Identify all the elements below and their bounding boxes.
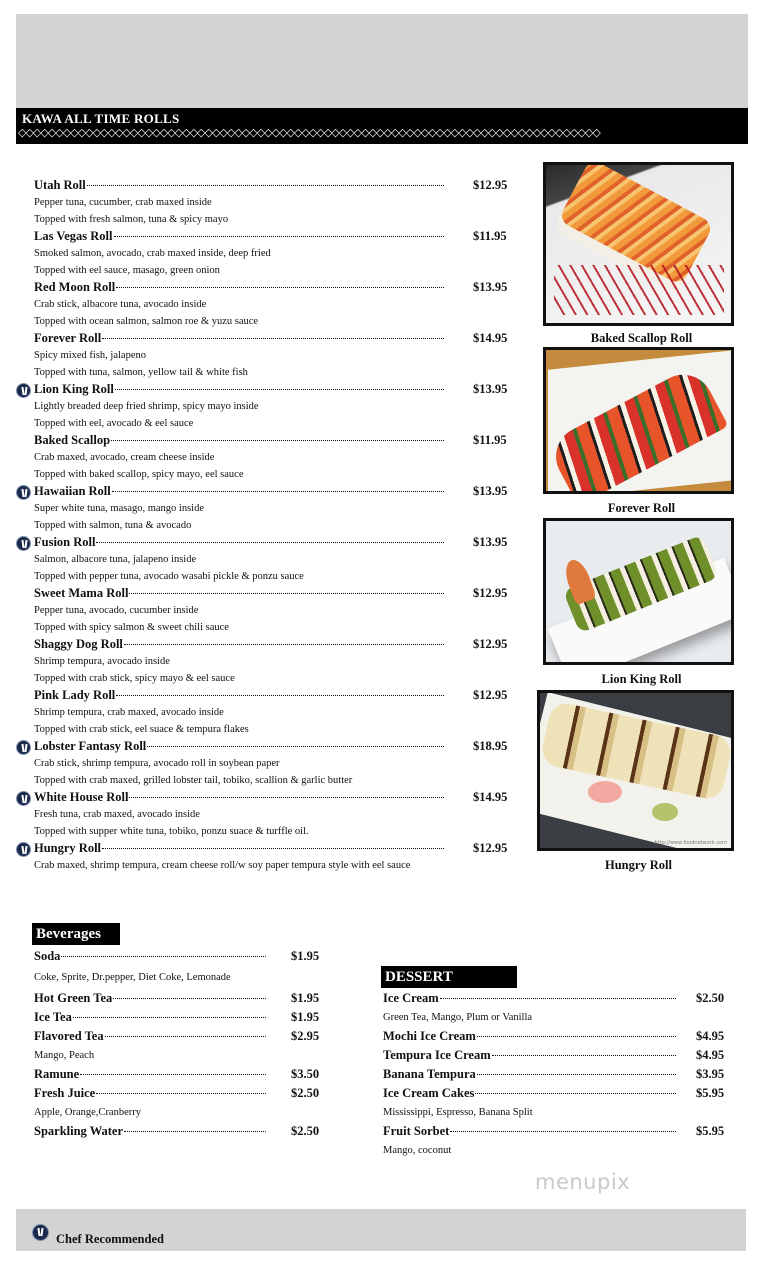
roll-item: [34, 432, 514, 483]
dot-leader: [475, 1093, 676, 1094]
dot-leader: [129, 593, 444, 594]
dot-leader: [124, 644, 444, 645]
item-price: $2.50: [696, 991, 725, 1005]
photo-credit: http://www.foodnetwork.com: [654, 840, 727, 846]
roll-description: Fresh tuna, crab maxed, avocado inside: [34, 809, 200, 820]
chef-recommended-icon: [16, 536, 31, 551]
chef-recommended-icon: [16, 383, 31, 398]
roll-price: $12.95: [473, 178, 508, 192]
item-price: $4.95: [696, 1029, 725, 1043]
dot-leader: [116, 287, 444, 288]
item-price: $1.95: [291, 991, 320, 1005]
dessert-item: [383, 1028, 736, 1045]
beverages-heading: Beverages: [32, 923, 120, 945]
item-options: Mango, Peach: [34, 1050, 95, 1061]
item-options: Mango, coconut: [383, 1145, 452, 1156]
dot-leader: [96, 1093, 266, 1094]
footer-legend-bar: [16, 1209, 746, 1251]
dot-leader: [114, 236, 444, 237]
chef-chopsticks-icon: [32, 1224, 49, 1241]
dot-leader: [477, 1074, 676, 1075]
roll-item: [34, 279, 514, 330]
dot-leader: [80, 1074, 266, 1075]
roll-price: $12.95: [473, 637, 508, 651]
roll-name: Baked Scallop: [34, 433, 111, 447]
roll-price: $14.95: [473, 790, 508, 804]
roll-description: Topped with baked scallop, spicy mayo, eel sauce: [34, 469, 244, 480]
baked-scallop-roll-photo: [543, 162, 734, 326]
dot-leader: [61, 956, 266, 957]
roll-description: Super white tuna, masago, mango inside: [34, 503, 205, 514]
beverages-item: [34, 1028, 331, 1045]
item-name: Hot Green Tea: [34, 991, 113, 1005]
section-title: KAWA ALL TIME ROLLS: [22, 111, 180, 126]
roll-description: Topped with eel sauce, masago, green onion: [34, 265, 220, 276]
diamond-border-decoration: ◇◇◇◇◇◇◇◇◇◇◇◇◇◇◇◇◇◇◇◇◇◇◇◇◇◇◇◇◇◇◇◇◇◇◇◇◇◇◇◇◇◇◇◇◇◇◇◇◇◇◇◇◇◇◇◇◇◇◇◇◇◇◇◇◇◇◇◇◇◇◇◇◇◇◇◇◇◇: [18, 126, 600, 139]
item-price: $2.50: [291, 1124, 320, 1138]
roll-price: $12.95: [473, 688, 508, 702]
roll-name: Shaggy Dog Roll: [34, 637, 123, 651]
roll-description: Spicy mixed fish, jalapeno: [34, 350, 146, 361]
roll-price: $13.95: [473, 535, 508, 549]
item-name: Tempura Ice Cream: [383, 1048, 491, 1062]
roll-name: White House Roll: [34, 790, 129, 804]
roll-name: Forever Roll: [34, 331, 102, 345]
chef-recommended-icon: [16, 791, 31, 806]
item-price: $4.95: [696, 1048, 725, 1062]
roll-name: Lion King Roll: [34, 382, 114, 396]
item-price: $1.95: [291, 949, 320, 963]
dessert-item: [383, 1066, 736, 1083]
photo-caption: Hungry Roll: [604, 858, 673, 872]
item-name: Fruit Sorbet: [383, 1124, 450, 1138]
roll-description: Pepper tuna, avocado, cucumber inside: [34, 605, 199, 616]
roll-item: [34, 177, 514, 228]
roll-description: Salmon, albacore tuna, jalapeno inside: [34, 554, 197, 565]
item-options: Green Tea, Mango, Plum or Vanilla: [383, 1012, 533, 1023]
roll-name: Las Vegas Roll: [34, 229, 113, 243]
roll-description: Crab stick, shrimp tempura, avocado roll in soybean paper: [34, 758, 280, 769]
item-options: Mississippi, Espresso, Banana Split: [383, 1107, 533, 1118]
dot-leader: [105, 1036, 266, 1037]
roll-description: Smoked salmon, avocado, crab maxed inside, deep fried: [34, 248, 271, 259]
roll-description: Crab maxed, shrimp tempura, cream cheese roll/w soy paper tempura style with eel sauce: [34, 860, 411, 871]
roll-price: $13.95: [473, 484, 508, 498]
dot-leader: [116, 695, 444, 696]
roll-name: Fusion Roll: [34, 535, 96, 549]
dessert-heading: DESSERT: [381, 966, 517, 988]
beverages-item: [34, 990, 331, 1007]
dot-leader: [113, 998, 266, 999]
dot-leader: [147, 746, 444, 747]
roll-price: $11.95: [473, 229, 507, 243]
chef-recommended-label: Chef Recommended: [56, 1232, 164, 1246]
dessert-item: [383, 1123, 736, 1140]
item-options: Coke, Sprite, Dr.pepper, Diet Coke, Lemonade: [34, 972, 231, 983]
item-name: Flavored Tea: [34, 1029, 104, 1043]
dessert-item: [383, 1085, 736, 1102]
roll-description: Topped with tuna, salmon, yellow tail & white fish: [34, 367, 248, 378]
dot-leader: [115, 389, 444, 390]
dot-leader: [450, 1131, 676, 1132]
section-header: [16, 108, 748, 144]
beverages-item: [34, 1066, 331, 1083]
dot-leader: [477, 1036, 676, 1037]
item-price: $5.95: [696, 1124, 725, 1138]
dot-leader: [492, 1055, 676, 1056]
chef-recommended-icon: [16, 842, 31, 857]
roll-price: $18.95: [473, 739, 508, 753]
dot-leader: [87, 185, 444, 186]
item-name: Fresh Juice: [34, 1086, 96, 1100]
roll-name: Sweet Mama Roll: [34, 586, 129, 600]
roll-price: $12.95: [473, 841, 508, 855]
roll-item: [34, 636, 514, 687]
roll-description: Topped with supper white tuna, tobiko, ponzu suace & turffle oil.: [34, 826, 309, 837]
chef-recommended-icon: [16, 740, 31, 755]
item-price: $2.95: [291, 1029, 320, 1043]
roll-item: [34, 687, 514, 738]
roll-name: Pink Lady Roll: [34, 688, 116, 702]
roll-price: $12.95: [473, 586, 508, 600]
roll-item: [34, 330, 514, 381]
dot-leader: [112, 491, 444, 492]
roll-price: $11.95: [473, 433, 507, 447]
roll-description: Pepper tuna, cucumber, crab maxed inside: [34, 197, 212, 208]
roll-description: Topped with crab stick, spicy mayo & eel sauce: [34, 673, 235, 684]
item-price: $3.95: [696, 1067, 725, 1081]
roll-item: [34, 381, 514, 432]
item-name: Banana Tempura: [383, 1067, 476, 1081]
lion-king-roll-photo: [543, 518, 734, 665]
roll-description: Topped with spicy salmon & sweet chili sauce: [34, 622, 229, 633]
forever-roll-photo: [543, 347, 734, 494]
roll-description: Shrimp tempura, crab maxed, avocado inside: [34, 707, 224, 718]
item-name: Soda: [34, 949, 61, 963]
item-options: Apple, Orange,Cranberry: [34, 1107, 141, 1118]
item-name: Ice Cream: [383, 991, 439, 1005]
item-name: Ice Tea: [34, 1010, 72, 1024]
roll-item: [34, 738, 514, 789]
item-price: $5.95: [696, 1086, 725, 1100]
item-price: $3.50: [291, 1067, 320, 1081]
roll-item: [34, 228, 514, 279]
item-name: Sparkling Water: [34, 1124, 124, 1138]
roll-price: $13.95: [473, 280, 508, 294]
header-banner: [16, 14, 748, 108]
dessert-item: [383, 990, 736, 1007]
dot-leader: [124, 1131, 266, 1132]
roll-name: Utah Roll: [34, 178, 86, 192]
dot-leader: [102, 338, 444, 339]
photo-caption: Forever Roll: [607, 501, 676, 515]
roll-description: Lightly breaded deep fried shrimp, spicy mayo inside: [34, 401, 259, 412]
beverages-item: [34, 1085, 331, 1102]
beverages-item: [34, 948, 331, 965]
roll-item: [34, 840, 514, 874]
roll-name: Hungry Roll: [34, 841, 102, 855]
roll-item: [34, 534, 514, 585]
item-price: $1.95: [291, 1010, 320, 1024]
roll-name: Hawaiian Roll: [34, 484, 111, 498]
beverages-item: [34, 1123, 331, 1140]
item-name: Mochi Ice Cream: [383, 1029, 476, 1043]
roll-item: [34, 483, 514, 534]
dot-leader: [102, 848, 444, 849]
dot-leader: [73, 1017, 266, 1018]
roll-price: $13.95: [473, 382, 508, 396]
roll-description: Topped with pepper tuna, avocado wasabi pickle & ponzu sauce: [34, 571, 304, 582]
roll-description: Topped with crab maxed, grilled lobster tail, tobiko, scallion & garlic butter: [34, 775, 353, 786]
item-name: Ice Cream Cakes: [383, 1086, 475, 1100]
item-name: Ramune: [34, 1067, 80, 1081]
roll-description: Crab stick, albacore tuna, avocado inside: [34, 299, 207, 310]
photo-caption: Baked Scallop Roll: [590, 331, 693, 345]
beverages-item: [34, 1009, 331, 1026]
chef-recommended-icon: [16, 485, 31, 500]
menupix-watermark: menupix: [535, 1170, 631, 1194]
photo-caption: Lion King Roll: [601, 672, 682, 686]
dot-leader: [440, 998, 676, 999]
dot-leader: [111, 440, 444, 441]
roll-description: Shrimp tempura, avocado inside: [34, 656, 170, 667]
hungry-roll-photo: [537, 690, 734, 851]
roll-item: [34, 585, 514, 636]
roll-description: Topped with salmon, tuna & avocado: [34, 520, 192, 531]
roll-price: $14.95: [473, 331, 508, 345]
dot-leader: [129, 797, 444, 798]
roll-name: Red Moon Roll: [34, 280, 116, 294]
dessert-item: [383, 1047, 736, 1064]
roll-description: Topped with crab stick, eel suace & tempura flakes: [34, 724, 249, 735]
roll-description: Topped with ocean salmon, salmon roe & yuzu sauce: [34, 316, 259, 327]
item-price: $2.50: [291, 1086, 320, 1100]
roll-description: Topped with fresh salmon, tuna & spicy mayo: [34, 214, 229, 225]
dot-leader: [96, 542, 444, 543]
roll-name: Lobster Fantasy Roll: [34, 739, 147, 753]
roll-item: [34, 789, 514, 840]
roll-description: Topped with eel, avocado & eel sauce: [34, 418, 194, 429]
roll-description: Crab maxed, avocado, cream cheese inside: [34, 452, 215, 463]
